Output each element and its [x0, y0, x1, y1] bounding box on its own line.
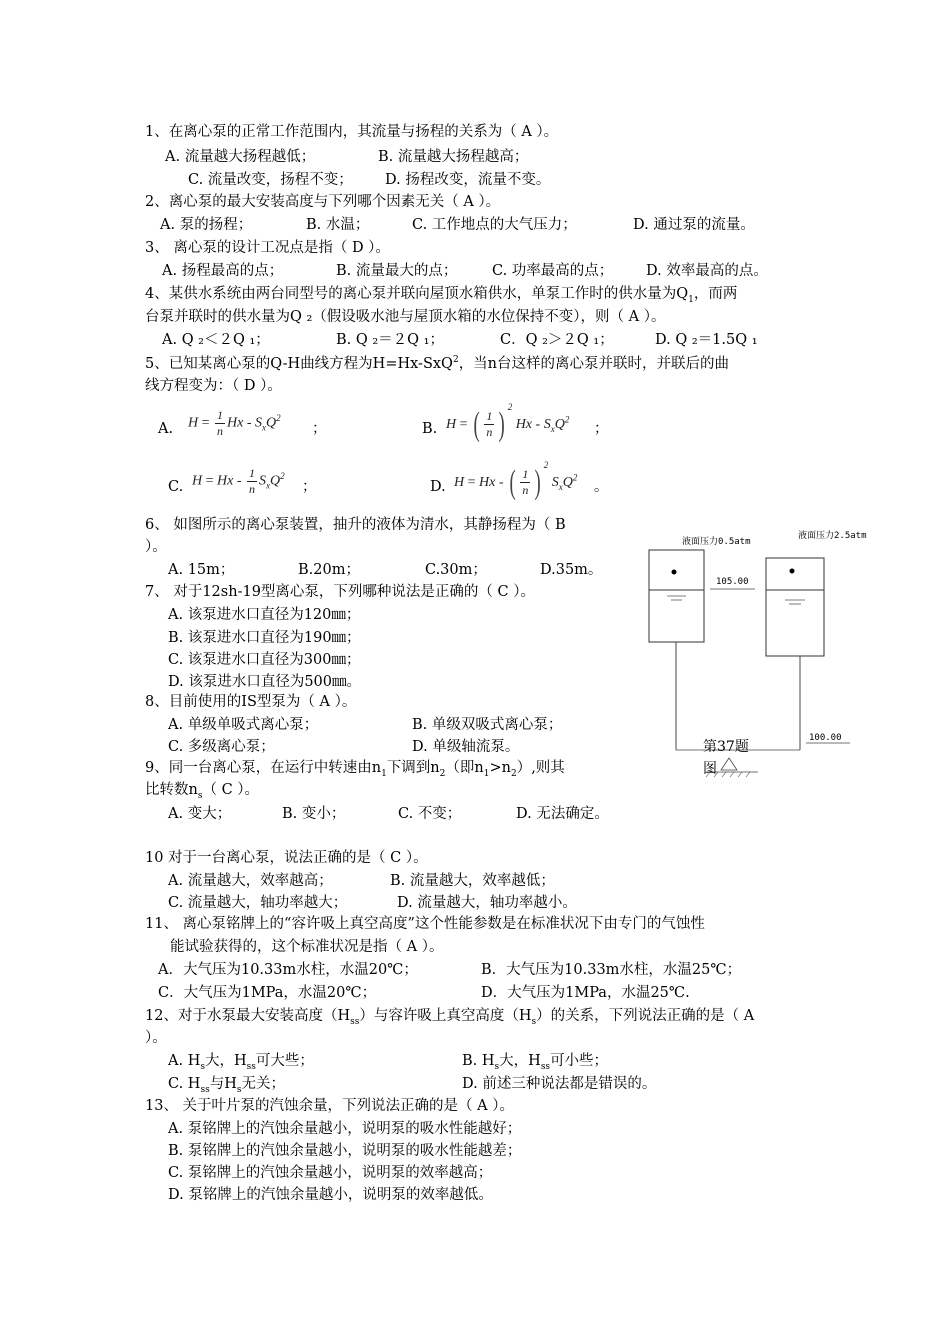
q2-stem: 2、离心泵的最大安装高度与下列哪个因素无关（ A ）。 — [145, 194, 501, 210]
formula-sup-2: 2 — [507, 402, 513, 412]
q5-option-d-label: D. — [430, 479, 446, 495]
formula-eq: = — [467, 475, 476, 490]
formula-hx: Hx — [217, 473, 234, 489]
q1-stem: 1、在离心泵的正常工作范围内，其流量与扬程的关系为（ A ）。 — [145, 124, 559, 140]
formula-q: Q — [266, 415, 277, 431]
q12-b-3: 可小些； — [550, 1053, 609, 1069]
q5-option-b-formula — [446, 402, 569, 444]
frac-num: 1 — [249, 466, 256, 480]
formula-frac — [484, 409, 494, 440]
q12-a-sub-s: s — [200, 1061, 205, 1072]
formula-eq: = — [205, 473, 214, 489]
q5-option-b-semicolon: ； — [594, 421, 609, 437]
q12-text-c: ）的关系，下列说法正确的是（ A — [536, 1008, 755, 1024]
q11-line-2: 能试验获得的，这个标准状况是指（ A ）。 — [170, 939, 444, 955]
frac-den: n — [522, 483, 529, 498]
q9-sub-s: s — [197, 790, 203, 801]
q12-line-1 — [145, 1008, 754, 1027]
formula-q: Q — [270, 473, 281, 489]
q7-option-d: D. 该泵进水口直径为500㎜。 — [168, 674, 362, 690]
formula-sub-x: x — [266, 480, 271, 491]
q1-option-b: B. 流量越大扬程越高； — [378, 149, 529, 165]
q12-b-sub-s: s — [494, 1061, 500, 1072]
q8-option-a: A. 单级单吸式离心泵； — [168, 717, 319, 733]
q6-line-2: ）。 — [145, 539, 167, 555]
q10-option-b: B. 流量越大，效率越低； — [390, 873, 555, 889]
frac-den: n — [486, 425, 493, 440]
q4-line-2: 台泵并联时的供水量为Q ₂（假设吸水池与屋顶水箱的水位保持不变），则（ A ）。 — [145, 309, 666, 325]
q6-option-b: B.20m； — [298, 562, 360, 578]
q12-b-2: 大，H — [499, 1053, 541, 1069]
q3-option-a: A. 扬程最高的点； — [162, 263, 284, 279]
left-tank-dot — [672, 570, 677, 575]
q12-a-sub-ss: ss — [246, 1061, 256, 1072]
q1-option-c: C. 流量改变，扬程不变； — [188, 172, 353, 188]
q4-option-d: D. Q ₂＝1.5Q ₁ — [655, 332, 758, 348]
q5-option-a-formula — [188, 408, 281, 439]
q5-option-d-end: 。 — [594, 479, 609, 495]
q5-option-c-semicolon: ； — [302, 479, 317, 495]
q12-option-b — [462, 1053, 608, 1072]
q12-sub-s: s — [531, 1016, 537, 1027]
q12-c-3: 无关； — [241, 1076, 285, 1092]
q7-stem: 7、 对于12sh-19型离心泵，下列哪种说法是正确的（ C ）。 — [145, 584, 535, 600]
formula-sub-x: x — [550, 423, 555, 434]
q2-option-b: B. 水温； — [306, 217, 370, 233]
q4-sub: 1 — [688, 294, 694, 305]
q1-option-d: D. 扬程改变，流量不变。 — [385, 172, 551, 188]
paren-left: ( — [509, 463, 516, 501]
level-bottom-label: 100.00 — [809, 733, 842, 743]
q12-c-2: 与H — [209, 1076, 237, 1092]
q9-text-e: ）,则其 — [516, 760, 565, 776]
q4-line-1 — [145, 286, 737, 305]
frac-num: 1 — [217, 408, 224, 422]
q5-option-a-label: A. — [158, 421, 174, 437]
formula-sup-2: 2 — [572, 472, 578, 483]
formula-frac — [215, 408, 225, 439]
formula-minus: - — [246, 415, 252, 431]
q5-sup: 2 — [452, 355, 459, 365]
q11-option-d: D．大气压为1MPa，水温25℃. — [481, 985, 690, 1001]
hatch-5 — [738, 772, 742, 777]
q12-option-a — [168, 1053, 314, 1072]
q9-option-d: D. 无法确定。 — [516, 806, 609, 822]
q9-text-a: 9、同一台离心泵，在运行中转速由n — [145, 760, 382, 776]
q3-stem: 3、 离心泵的设计工况点是指（ D ）。 — [145, 240, 390, 256]
q3-option-d: D. 效率最高的点。 — [646, 263, 768, 279]
q9-option-b: B. 变小； — [282, 806, 346, 822]
hatch-3 — [722, 772, 726, 777]
q12-text-a: 12、对于水泵最大安装高度（H — [145, 1008, 351, 1024]
formula-sub-x: x — [558, 481, 563, 492]
q11-option-a: A．大气压为10.33m水柱，水温20℃； — [158, 962, 418, 978]
paren-right: ) — [498, 405, 506, 443]
formula-sup-2: 2 — [564, 414, 570, 425]
q12-option-c — [168, 1076, 285, 1095]
q8-stem: 8、目前使用的IS型泵为（ A ）。 — [145, 694, 357, 710]
pump-diagram — [640, 520, 890, 790]
q4-option-c: C．Q ₂＞２Q ₁； — [500, 332, 614, 348]
q5-option-c-formula — [192, 466, 285, 497]
right-pressure-label: 液面压力2.5atm — [798, 531, 867, 541]
formula-frac — [520, 467, 530, 498]
q6-line-1: 6、 如图所示的离心泵装置，抽升的液体为清水，其静扬程为（ B — [145, 517, 566, 533]
formula-h: H — [454, 475, 465, 490]
formula-minus: - — [535, 417, 541, 432]
q9-sub-1: 1 — [381, 768, 387, 779]
q4-line-1-text: 4、某供水系统由两台同型号的离心泵并联向屋顶水箱供水，单泵工作时的供水量为Q — [145, 286, 689, 302]
formula-h: H — [192, 473, 203, 489]
q12-c-1: C. H — [168, 1076, 201, 1092]
q12-c-sub-s: s — [236, 1084, 242, 1095]
q5-line-1-text: 5、已知某离心泵的Q-H曲线方程为H=Hx-SxQ — [145, 355, 453, 372]
q5-line-1-end: ，当n台这样的离心泵并联时，并联后的曲 — [458, 355, 730, 372]
q9-option-a: A. 变大； — [168, 806, 232, 822]
q10-stem: 10 对于一台离心泵，说法正确的是（ C ）。 — [145, 850, 428, 866]
q5-option-b-label: B. — [422, 421, 438, 437]
frac-num: 1 — [486, 409, 493, 424]
q8-option-d: D. 单级轴流泵。 — [412, 739, 520, 755]
frac-den: n — [217, 424, 224, 438]
q13-option-b: B. 泵铭牌上的汽蚀余量越小，说明泵的吸水性能越差； — [168, 1143, 522, 1159]
q9-text-b: 下调到n — [386, 760, 440, 776]
paren-left: ( — [473, 405, 480, 443]
q12-text-b: ）与容许吸上真空高度（H — [359, 1008, 532, 1024]
level-top-label: 105.00 — [716, 577, 749, 587]
q13-stem: 13、 关于叶片泵的汽蚀余量，下列说法正确的是（ A ）。 — [145, 1098, 514, 1114]
q2-option-a: A. 泵的扬程； — [160, 217, 253, 233]
formula-s: S — [259, 473, 267, 489]
formula-eq: = — [201, 415, 210, 431]
q6-option-c: C.30m； — [425, 562, 487, 578]
q6-option-d: D.35m。 — [540, 562, 603, 578]
q9-option-c: C. 不变； — [398, 806, 462, 822]
q4-option-a: A. Q ₂＜２Q ₁； — [162, 332, 270, 348]
q9-text-2a: 比转数n — [145, 782, 198, 798]
q7-option-a: A. 该泵进水口直径为120㎜； — [168, 607, 361, 623]
q10-option-d: D. 流量越大，轴功率越小。 — [397, 895, 577, 911]
q13-option-a: A. 泵铭牌上的汽蚀余量越小，说明泵的吸水性能越好； — [168, 1121, 522, 1137]
q12-option-d: D. 前述三种说法都是错误的。 — [462, 1076, 657, 1092]
formula-hx: Hx — [515, 417, 533, 432]
formula-minus: - — [498, 475, 504, 490]
q9-text-d: >n — [489, 760, 511, 776]
q2-option-d: D. 通过泵的流量。 — [633, 217, 755, 233]
figure-caption-1: 第37题 — [703, 739, 749, 755]
q4-line-1-end: ，而两 — [693, 286, 738, 302]
q13-option-c: C. 泵铭牌上的汽蚀余量越小，说明泵的效率越高； — [168, 1165, 493, 1181]
frac-num: 1 — [522, 467, 529, 482]
q9-line-1 — [145, 760, 565, 779]
q9-sub-1b: 1 — [483, 768, 490, 779]
formula-h: H — [446, 417, 457, 432]
frac-den: n — [249, 482, 256, 496]
left-pressure-label: 液面压力0.5atm — [682, 537, 751, 547]
q11-option-b: B．大气压为10.33m水柱，水温25℃； — [481, 962, 742, 978]
pump-support — [721, 758, 737, 770]
formula-eq: = — [459, 417, 468, 432]
formula-q: Q — [562, 475, 573, 490]
q10-option-c: C. 流量越大，轴功率越大； — [168, 895, 348, 911]
q12-sub-ss: ss — [350, 1016, 360, 1027]
formula-sup-2: 2 — [543, 460, 549, 470]
q11-line-1: 11、 离心泵铭牌上的“容许吸上真空高度”这个性能参数是在标准状况下由专门的气蚀性 — [145, 916, 705, 932]
q8-option-b: B. 单级双吸式离心泵； — [412, 717, 563, 733]
formula-s: S — [551, 475, 559, 490]
q3-option-c: C. 功率最高的点； — [492, 263, 614, 279]
q8-option-c: C. 多级离心泵； — [168, 739, 275, 755]
q3-option-b: B. 流量最大的点； — [336, 263, 458, 279]
formula-q: Q — [554, 417, 565, 432]
q7-option-c: C. 该泵进水口直径为300㎜； — [168, 652, 361, 668]
formula-minus: - — [236, 473, 242, 489]
q5-line-2: 线方程变为：（ D ）。 — [145, 378, 282, 394]
hatch-6 — [746, 772, 750, 777]
formula-hx: Hx — [479, 475, 496, 490]
formula-frac — [247, 466, 257, 497]
q5-line-1 — [145, 355, 729, 373]
q12-a-3: 可大些； — [255, 1053, 314, 1069]
q13-option-d: D. 泵铭牌上的汽蚀余量越小，说明泵的效率越低。 — [168, 1187, 493, 1203]
q5-option-c-label: C. — [168, 479, 184, 495]
paren-right: ) — [534, 463, 542, 501]
q1-option-a: A. 流量越大扬程越低； — [165, 149, 316, 165]
hatch-4 — [730, 772, 734, 777]
q7-option-b: B. 该泵进水口直径为190㎜； — [168, 630, 361, 646]
q12-c-sub-ss: ss — [200, 1084, 210, 1095]
figure-caption-2: 图 — [703, 761, 717, 777]
formula-sup-2: 2 — [276, 413, 281, 424]
q9-sub-2b: 2 — [510, 768, 517, 779]
q12-line-2: ）。 — [145, 1030, 167, 1046]
q9-text-c: （即n — [445, 760, 484, 776]
q12-b-1: B. H — [462, 1053, 495, 1069]
q2-option-c: C. 工作地点的大气压力； — [412, 217, 577, 233]
q4-option-b: B. Q ₂＝２Q ₁； — [336, 332, 444, 348]
right-tank — [766, 558, 824, 656]
q5-option-a-semicolon: ； — [312, 421, 327, 437]
right-tank-dot — [790, 569, 795, 574]
q12-b-sub-ss: ss — [540, 1061, 551, 1072]
q10-option-a: A. 流量越大，效率越高； — [168, 873, 333, 889]
q9-line-2 — [145, 782, 259, 801]
q6-option-a: A. 15m； — [168, 562, 235, 578]
formula-hx: Hx — [227, 415, 244, 431]
formula-s: S — [543, 417, 551, 432]
q12-a-1: A. H — [168, 1053, 201, 1069]
formula-h: H — [188, 415, 199, 431]
formula-sup-2: 2 — [280, 471, 285, 482]
q5-option-d-formula — [454, 460, 577, 502]
q9-text-2b: （ C ）。 — [202, 782, 260, 798]
q11-option-c: C．大气压为1MPa，水温20℃； — [158, 985, 377, 1001]
formula-s: S — [255, 415, 263, 431]
q12-a-2: 大，H — [204, 1053, 247, 1069]
formula-sub-x: x — [262, 422, 267, 433]
q9-sub-2: 2 — [439, 768, 446, 779]
